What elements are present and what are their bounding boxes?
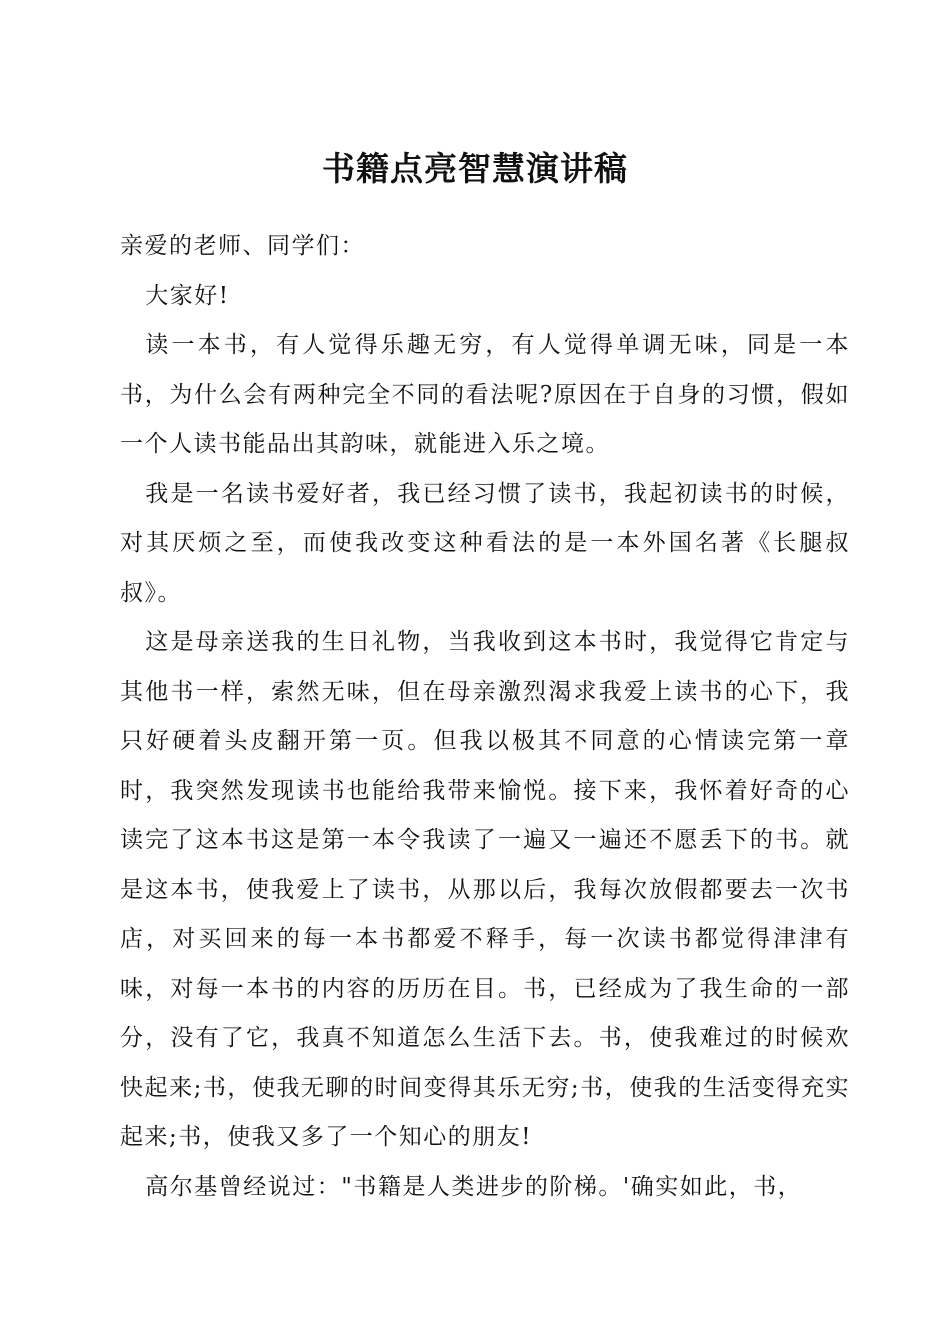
greeting-paragraph: 大家好! bbox=[145, 282, 230, 309]
document-body bbox=[120, 222, 850, 1212]
body-paragraph: 这是母亲送我的生日礼物，当我收到这本书时，我觉得它肯定与其他书一样，索然无味，但在母亲激烈渴求我爱上读书的心下，我只好硬着头皮翻开第一页。但我以极其不同意的心情读完第一章时，我突然发现读书也能给我带来愉悦。接下来，我怀着好奇的心读完了这本书这是第一本令我读了一遍又一遍还不愿丢下的书。就是这本书，使我爱上了读书，从那以后，我每次放假都要去一次书店，对买回来的每一本书都爱不释手，每一次读书都觉得津津有味，对每一本书的内容的历历在目。书，已经成为了我生命的一部分，没有了它，我真不知道怎么生活下去。书，使我难过的时候欢快起来;书，使我无聊的时间变得其乐无穷;书，使我的生活变得充实起来;书，使我又多了一个知心的朋友! bbox=[120, 629, 850, 1150]
body-paragraph: 读一本书，有人觉得乐趣无穷，有人觉得单调无味，同是一本书，为什么会有两种完全不同的看法呢?原因在于自身的习惯，假如一个人读书能品出其韵味，就能进入乐之境。 bbox=[120, 332, 850, 457]
salutation-paragraph: 亲爱的老师、同学们： bbox=[120, 233, 365, 259]
body-paragraph: 高尔基曾经说过："书籍是人类进步的阶梯。'确实如此，书， bbox=[145, 1173, 803, 1200]
body-paragraph: 我是一名读书爱好者，我已经习惯了读书，我起初读书的时候，对其厌烦之至，而使我改变这种看法的是一本外国名著《长腿叔叔》。 bbox=[120, 480, 850, 606]
document-title: 书籍点亮智慧演讲稿 bbox=[322, 149, 628, 188]
